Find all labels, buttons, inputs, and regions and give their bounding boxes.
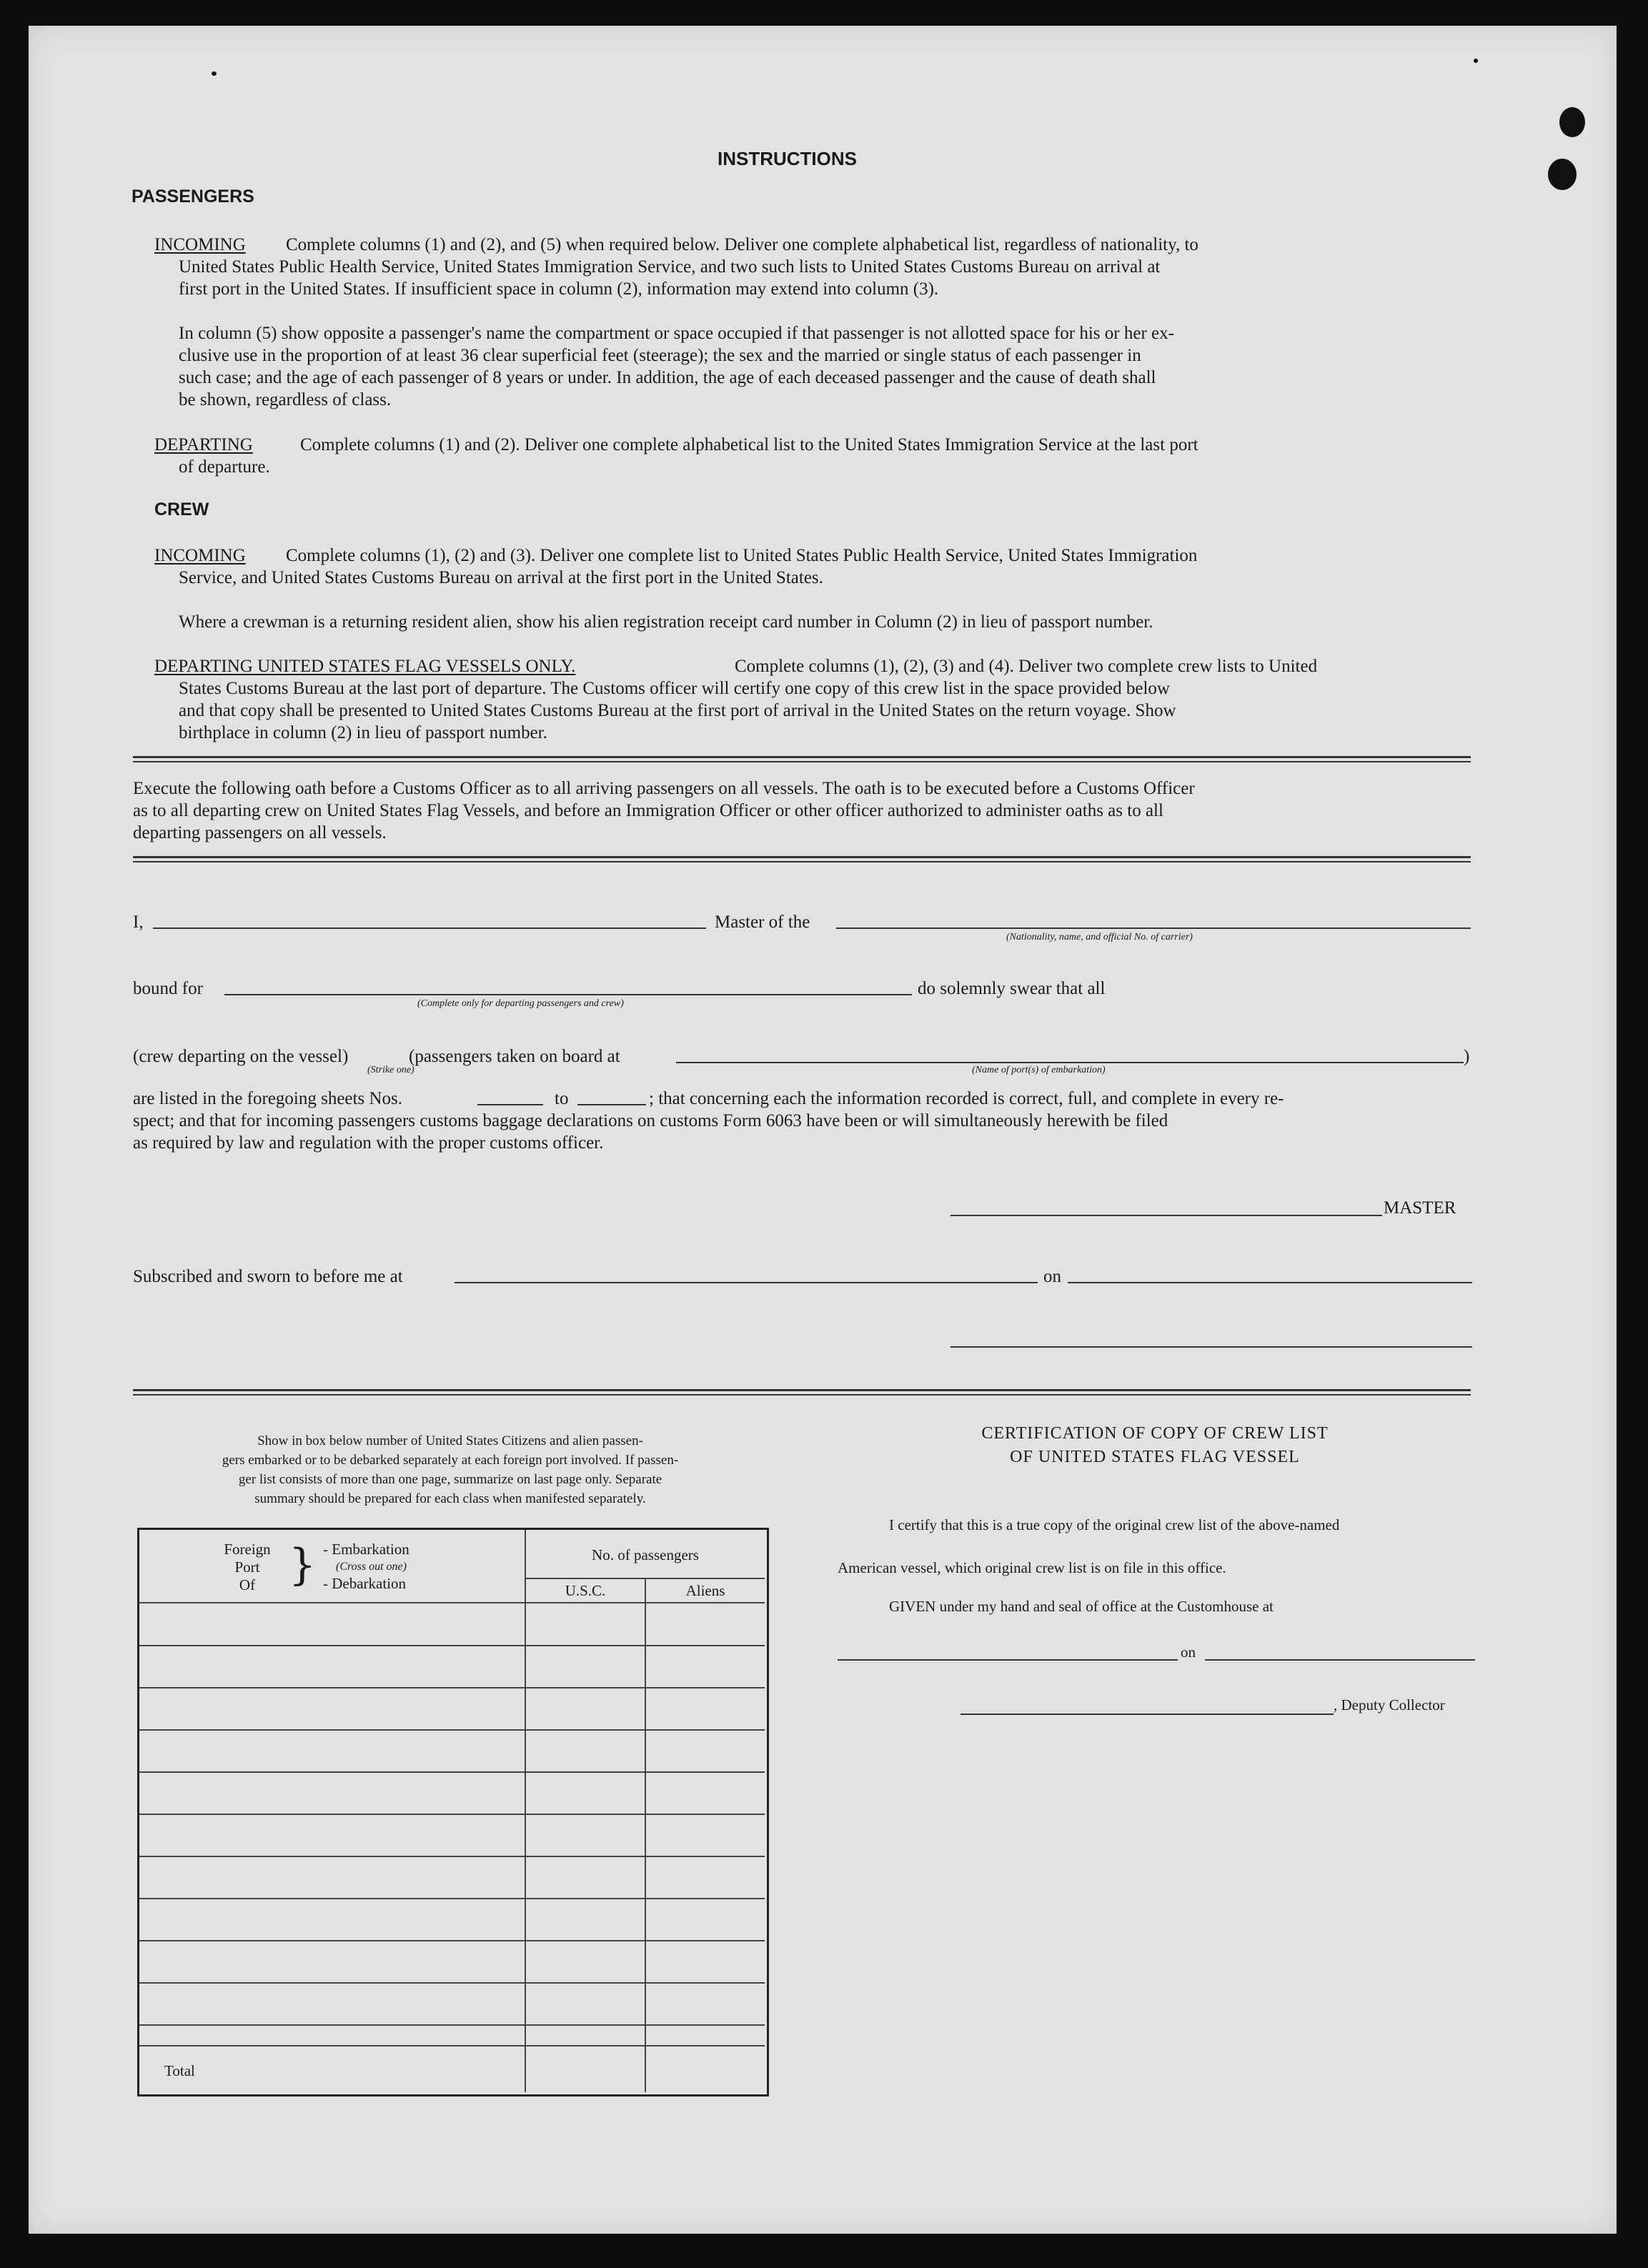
divider <box>133 856 1471 862</box>
embarkation-label: - Embarkation <box>323 1541 409 1558</box>
crew-departing-label: DEPARTING UNITED STATES FLAG VESSELS ONLY. <box>154 657 576 676</box>
subscribed-label: Subscribed and sworn to before me at <box>133 1267 403 1286</box>
certification-line: I certify that this is a true copy of the original crew list of the above-named <box>889 1516 1340 1533</box>
table-row-line <box>139 2024 765 2026</box>
punch-hole-top <box>1559 107 1585 137</box>
speck <box>212 71 217 76</box>
passengers-incoming-label: INCOMING <box>154 235 246 254</box>
divider <box>133 1389 1471 1396</box>
certification-title <box>833 1422 1476 1469</box>
master-signature-label: MASTER <box>1384 1198 1456 1218</box>
table-row-line <box>139 1856 765 1857</box>
table-row-line <box>139 1645 765 1646</box>
customhouse-field[interactable] <box>838 1659 1178 1661</box>
certification-line: American vessel, which original crew list is on file in this office. <box>838 1559 1226 1576</box>
table-row-line <box>139 1940 765 1941</box>
certification-title-line: CERTIFICATION OF COPY OF CREW LIST <box>981 1424 1329 1443</box>
usc-header: U.S.C. <box>565 1582 606 1599</box>
summary-line: Show in box below number of United States Citizens and alien passen- <box>257 1433 643 1448</box>
sworn-date-field[interactable] <box>1068 1282 1472 1283</box>
table-col-divider <box>645 1578 646 2092</box>
crew-departing-line: birthplace in column (2) in lieu of passport number. <box>179 723 547 742</box>
passengers-departing-line: Complete columns (1) and (2). Deliver one complete alphabetical list to the United States Immigration Service at the last port <box>300 435 1198 454</box>
ports-note: (Name of port(s) of embarkation) <box>972 1065 1106 1075</box>
passengers-heading: PASSENGERS <box>131 186 254 207</box>
oath-intro-line: Execute the following oath before a Customs Officer as to all arriving passengers on all vessels. The oath is to be executed before a Customs Officer <box>133 779 1195 798</box>
crew-heading: CREW <box>154 499 209 519</box>
table-row-line <box>139 1687 765 1688</box>
sheets-label: are listed in the foregoing sheets Nos. <box>133 1089 402 1108</box>
col-port-line: Port <box>234 1558 260 1576</box>
table-row-line <box>139 1771 765 1773</box>
carrier-field[interactable] <box>836 927 1471 929</box>
master-of-label: Master of the <box>715 912 810 932</box>
divider <box>133 756 1471 762</box>
table-header-split <box>526 1578 765 1579</box>
do-solemnly-label: do solemnly swear that all <box>918 979 1106 998</box>
crew-departing-line: and that copy shall be presented to United States Customs Bureau at the first port of arrival in the United States on the return voyage. Show <box>179 701 1176 720</box>
sheet-to-field[interactable] <box>577 1104 646 1105</box>
col-port-header <box>212 1541 283 1594</box>
table-row-line <box>139 2045 765 2046</box>
speck <box>1474 59 1478 63</box>
deputy-collector-label: , Deputy Collector <box>1334 1696 1445 1714</box>
table-header-bottom <box>139 1602 765 1603</box>
crew-incoming-line: Service, and United States Customs Bureau on arrival at the first port in the United States. <box>179 568 823 587</box>
oath-i-label: I, <box>133 912 144 932</box>
passengers-departing-label: DEPARTING <box>154 435 253 454</box>
officer-signature-field[interactable] <box>950 1346 1472 1348</box>
sworn-on-label: on <box>1043 1267 1061 1286</box>
oath-intro-line: as to all departing crew on United States Flag Vessels, and before an Immigration Officer or other officer authorized to administer oaths as to all <box>133 801 1163 820</box>
crew-incoming-label: INCOMING <box>154 546 246 565</box>
oath-text-line: ; that concerning each the information recorded is correct, full, and complete in every re- <box>649 1089 1284 1108</box>
crew-departing-line: Complete columns (1), (2), (3) and (4). Deliver two complete crew lists to United <box>735 657 1318 676</box>
crew-incoming-line: Complete columns (1), (2) and (3). Deliver one complete list to United States Public Health Service, United States Immigration <box>286 546 1198 565</box>
passengers-incoming-line: United States Public Health Service, United States Immigration Service, and two such lists to United States Customs Bureau on arrival at <box>179 257 1161 277</box>
aliens-header: Aliens <box>685 1582 725 1599</box>
passenger-summary-table <box>137 1528 769 2097</box>
master-name-field[interactable] <box>153 927 706 929</box>
table-row-line <box>139 1898 765 1899</box>
summary-line: gers embarked or to be debarked separately at each foreign port involved. If passen- <box>222 1453 679 1468</box>
oath-text-line: spect; and that for incoming passengers customs baggage declarations on customs Form 6063 have been or will simultaneously herewith be filed <box>133 1111 1168 1130</box>
column5-line: clusive use in the proportion of at least 36 clear superficial feet (steerage); the sex and the married or single status of each passenger in <box>179 346 1141 365</box>
table-row-line <box>139 1729 765 1731</box>
complete-only-note: (Complete only for departing passengers and crew) <box>417 998 624 1009</box>
passengers-taken-option[interactable]: (passengers taken on board at <box>409 1047 620 1066</box>
oath-text-line: as required by law and regulation with the proper customs officer. <box>133 1133 604 1153</box>
sheets-to-label: to <box>555 1089 569 1108</box>
column5-line: such case; and the age of each passenger of 8 years or under. In addition, the age of each deceased passenger and the cause of death shall <box>179 368 1156 387</box>
certification-title-line: OF UNITED STATES FLAG VESSEL <box>1010 1448 1300 1466</box>
deputy-signature-field[interactable] <box>960 1714 1334 1715</box>
no-of-passengers-header: No. of passengers <box>592 1546 699 1563</box>
summary-instructions <box>133 1431 768 1508</box>
col-port-line: Of <box>239 1576 256 1593</box>
sheet-from-field[interactable] <box>477 1104 543 1105</box>
resident-alien-note: Where a crewman is a returning resident alien, show his alien registration receipt card number in Column (2) in lieu of passport number. <box>179 612 1153 632</box>
certification-on-label: on <box>1181 1643 1196 1661</box>
col-port-line: Foreign <box>224 1541 271 1558</box>
debarkation-label: - Debarkation <box>323 1575 407 1592</box>
certification-date-field[interactable] <box>1205 1659 1475 1661</box>
close-paren: ) <box>1464 1047 1470 1066</box>
nationality-note: (Nationality, name, and official No. of carrier) <box>1006 932 1193 942</box>
master-signature-field[interactable] <box>950 1215 1382 1216</box>
total-label: Total <box>164 2062 195 2079</box>
passengers-departing-line: of departure. <box>179 457 270 477</box>
crew-departing-line: States Customs Bureau at the last port of departure. The Customs officer will certify one copy of this crew list in the space provided below <box>179 679 1170 698</box>
bound-for-label: bound for <box>133 979 203 998</box>
summary-line: ger list consists of more than one page, summarize on last page only. Separate <box>238 1472 662 1487</box>
table-row-line <box>139 1982 765 1984</box>
column5-line: In column (5) show opposite a passenger's name the compartment or space occupied if that passenger is not allotted space for his or her ex- <box>179 324 1174 343</box>
punch-hole-bottom <box>1548 159 1577 190</box>
page-title: INSTRUCTIONS <box>718 148 857 169</box>
column5-line: be shown, regardless of class. <box>179 390 392 409</box>
passengers-incoming-line: Complete columns (1) and (2), and (5) when required below. Deliver one complete alphabetical list, regardless of nationality, to <box>286 235 1198 254</box>
ports-field[interactable] <box>676 1062 1464 1063</box>
table-col-divider <box>525 1530 526 2092</box>
bound-for-field[interactable] <box>224 994 912 995</box>
summary-line: summary should be prepared for each class when manifested separately. <box>254 1491 646 1506</box>
table-row-line <box>139 1814 765 1815</box>
passengers-incoming-line: first port in the United States. If insufficient space in column (2), information may extend into column (3). <box>179 279 939 299</box>
oath-intro-line: departing passengers on all vessels. <box>133 823 387 842</box>
strike-one-note: (Strike one) <box>367 1065 415 1075</box>
crew-departing-option[interactable]: (crew departing on the vessel) <box>133 1047 349 1066</box>
certification-line: GIVEN under my hand and seal of office at the Customhouse at <box>889 1598 1274 1615</box>
brace: } <box>289 1540 317 1590</box>
cross-out-note: (Cross out one) <box>336 1561 407 1573</box>
sworn-place-field[interactable] <box>455 1282 1038 1283</box>
